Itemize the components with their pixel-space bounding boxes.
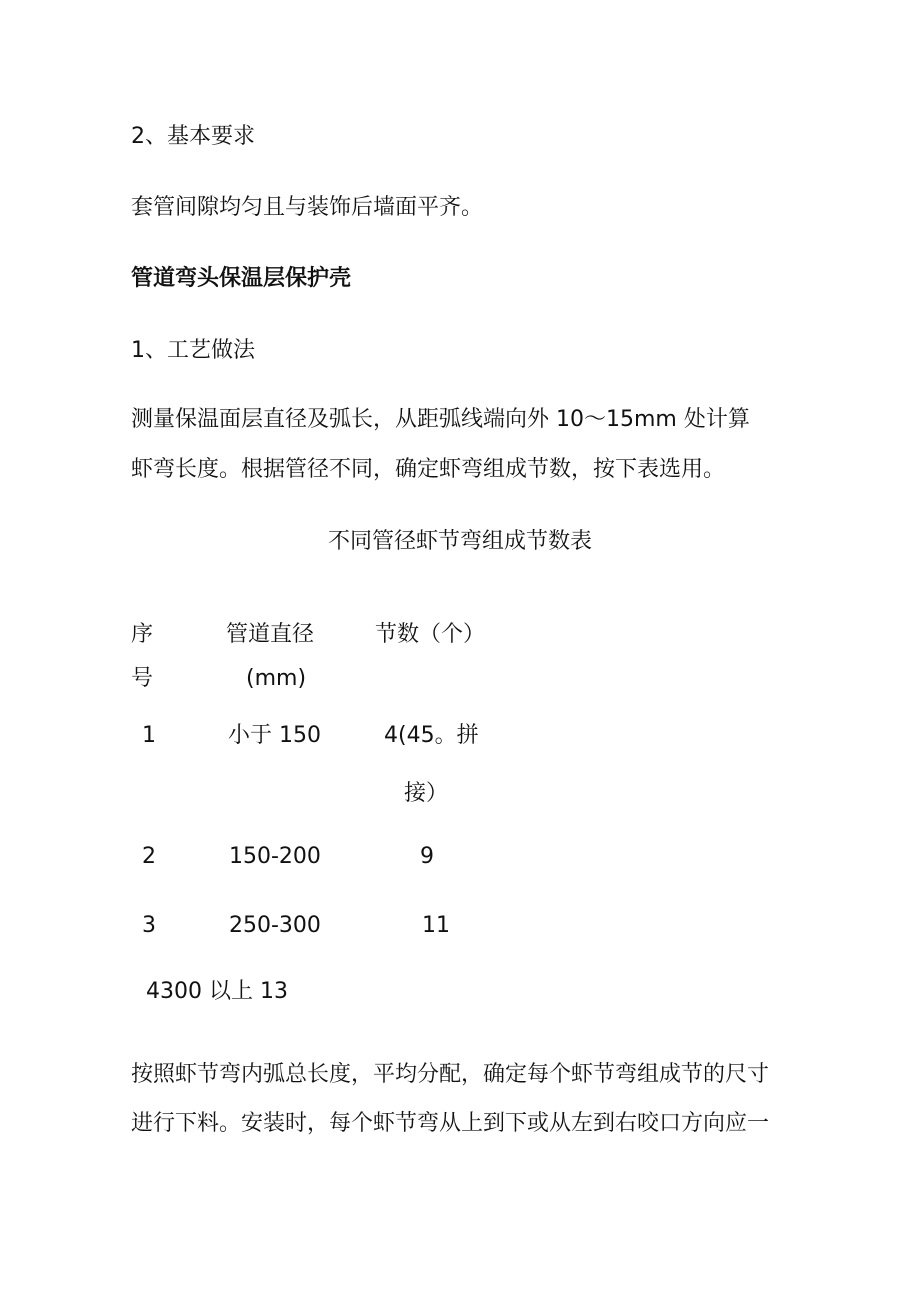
row-3-count: 11 — [422, 913, 450, 938]
section-1-heading: 1、工艺做法 — [131, 338, 255, 363]
section-2-heading: 2、基本要求 — [131, 124, 255, 149]
paragraph-line-1: 测量保温面层直径及弧长，从距弧线端向外 10～15mm 处计算 — [131, 407, 750, 432]
paragraph-line-2: 虾弯长度。根据管径不同，确定虾弯组成节数，按下表选用。 — [131, 457, 726, 482]
closing-line-1: 按照虾节弯内弧总长度，平均分配，确定每个虾节弯组成节的尺寸 — [131, 1062, 770, 1087]
section-2-text: 套管间隙均匀且与装饰后墙面平齐。 — [131, 195, 484, 220]
header-no-line1: 序 — [131, 622, 154, 647]
row-3-diameter: 250-300 — [229, 913, 321, 938]
row-2-diameter: 150-200 — [229, 844, 321, 869]
row-2-no: 2 — [142, 844, 156, 869]
row-1-no: 1 — [142, 723, 156, 748]
table-caption: 不同管径虾节弯组成节数表 — [327, 529, 592, 554]
row-4-text: 4300 以上 13 — [146, 979, 288, 1004]
header-diameter-line1: 管道直径 — [226, 622, 315, 647]
header-no-line2: 号 — [131, 666, 154, 691]
row-1-diameter: 小于 150 — [228, 723, 321, 748]
row-1-count-line2: 接） — [404, 781, 449, 806]
section-title: 管道弯头保温层保护壳 — [131, 266, 352, 291]
row-3-no: 3 — [142, 913, 156, 938]
closing-line-2: 进行下料。安装时，每个虾节弯从上到下或从左到右咬口方向应一 — [131, 1111, 770, 1136]
row-2-count: 9 — [420, 844, 434, 869]
header-diameter-line2: (mm) — [246, 666, 307, 691]
row-1-count-line1: 4(45。拼 — [384, 723, 479, 748]
header-count: 节数（个） — [375, 622, 486, 647]
